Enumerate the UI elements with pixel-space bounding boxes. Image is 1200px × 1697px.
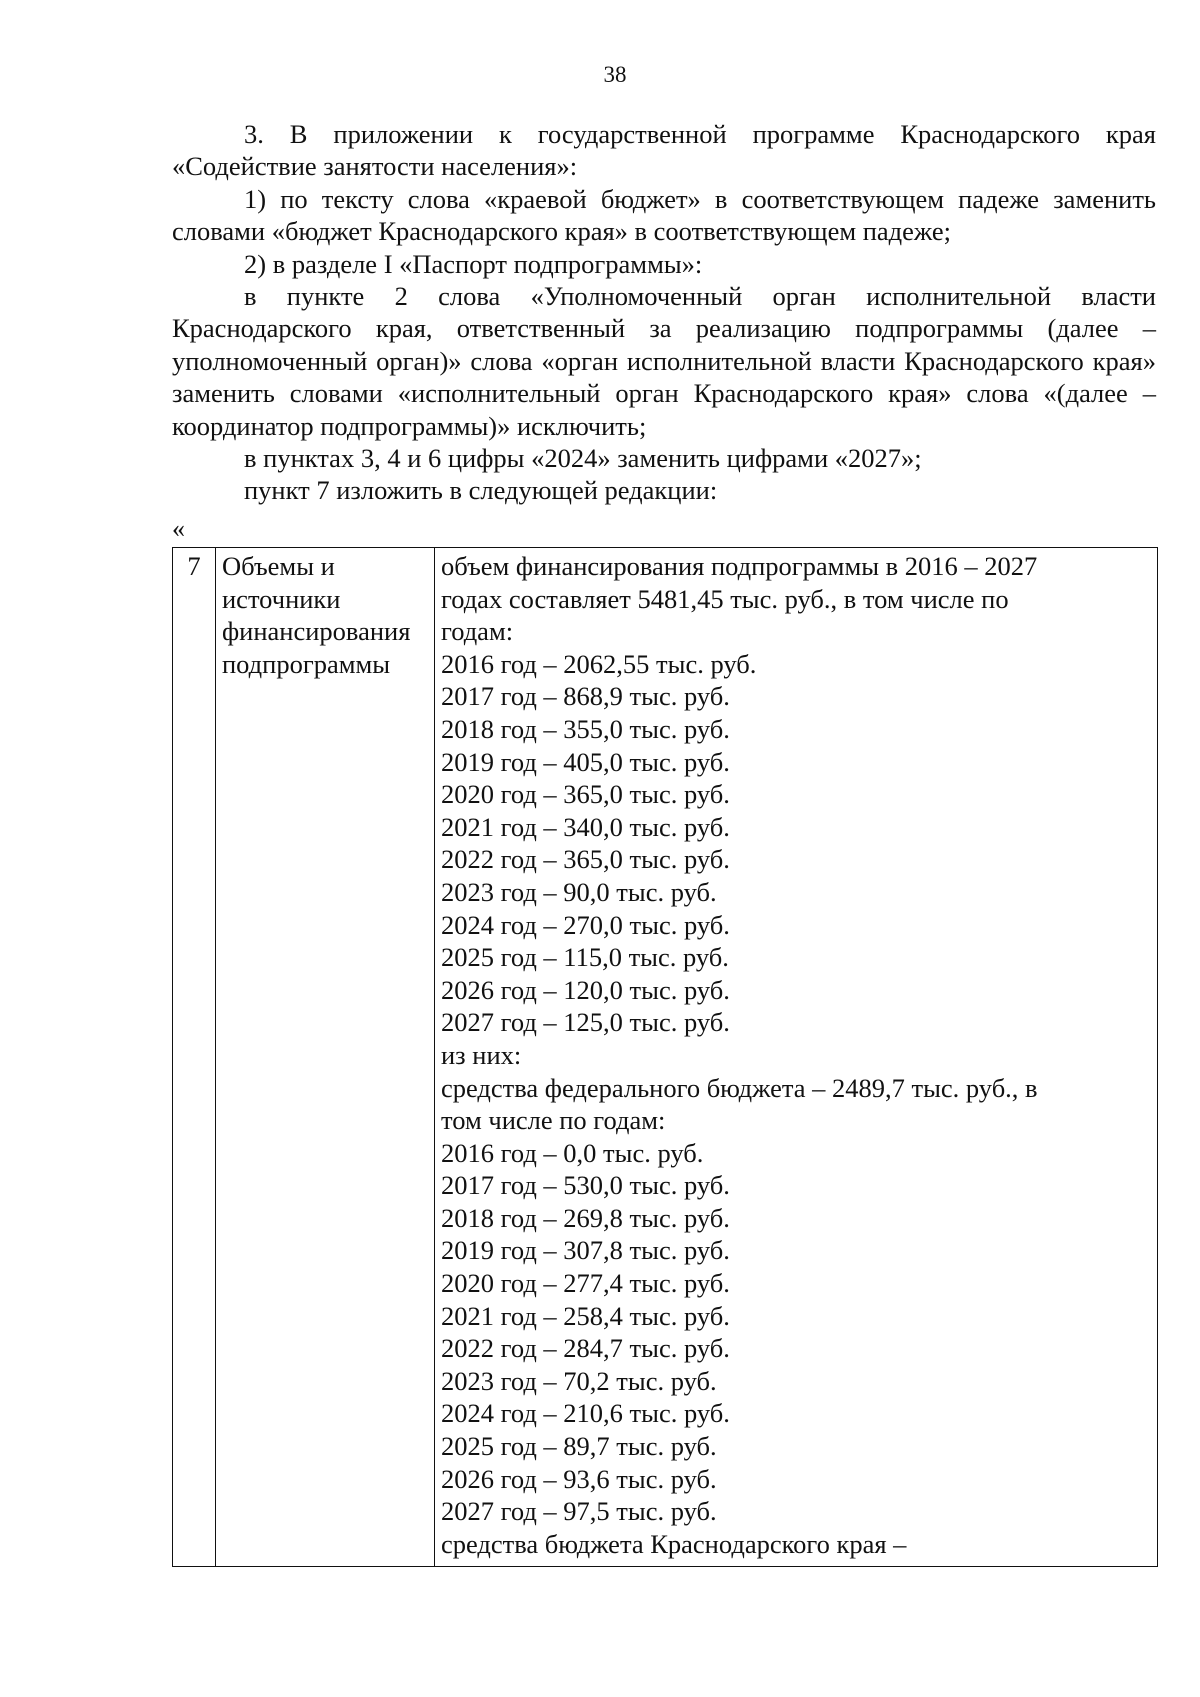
total-year-line: 2016 год – 2062,55 тыс. руб. <box>441 648 757 679</box>
intro-line: объем финансирования подпрограммы в 2016 – 2027 <box>441 551 1038 581</box>
federal-year-line: 2027 год – 97,5 тыс. руб. <box>441 1496 717 1527</box>
total-year-line: 2019 год – 405,0 тыс. руб. <box>441 746 730 777</box>
paragraph-points-3-4-6: в пунктах 3, 4 и 6 цифры «2024» заменить цифрами «2027»; <box>244 443 922 474</box>
intro-line: годах составляет 5481,45 тыс. руб., в том числе по <box>441 583 1009 614</box>
financing-table <box>172 547 1158 1567</box>
page-number: 38 <box>603 62 627 87</box>
federal-year-line: 2016 год – 0,0 тыс. руб. <box>441 1137 704 1168</box>
label-line: источники <box>222 583 341 614</box>
paragraph-item-2: 2) в разделе I «Паспорт подпрограммы»: <box>244 248 703 279</box>
row-content-cell <box>435 548 1158 1567</box>
intro-line: годам: <box>441 616 514 647</box>
federal-year-line: 2022 год – 284,7 тыс. руб. <box>441 1333 730 1364</box>
federal-line: средства федерального бюджета – 2489,7 тыс. руб., в <box>441 1072 1038 1103</box>
federal-line: том числе по годам: <box>441 1105 666 1136</box>
total-year-line: 2023 год – 90,0 тыс. руб. <box>441 876 717 907</box>
of-them-line: из них: <box>441 1039 522 1070</box>
total-year-line: 2024 год – 270,0 тыс. руб. <box>441 909 730 940</box>
federal-year-line: 2021 год – 258,4 тыс. руб. <box>441 1300 730 1331</box>
total-year-line: 2020 год – 365,0 тыс. руб. <box>441 779 730 810</box>
paragraph-point-2: в пункте 2 слова «Уполномоченный орган исполнительной власти Краснодарского края, ответственный за реализацию подпрограммы (далее – уполномоченный орган)» слова «орган исполнительной власти Краснодарского края» заменить словами «исполнительный орган Краснодарского края» слова «(далее – координатор подпрограммы)» исключить; <box>172 281 1156 441</box>
total-year-line: 2022 год – 365,0 тыс. руб. <box>441 844 730 875</box>
total-year-line: 2017 год – 868,9 тыс. руб. <box>441 681 730 712</box>
paragraph-point-7: пункт 7 изложить в следующей редакции: <box>244 475 718 506</box>
row-label-cell <box>216 548 435 1567</box>
federal-year-line: 2018 год – 269,8 тыс. руб. <box>441 1202 730 1233</box>
federal-year-line: 2025 год – 89,7 тыс. руб. <box>441 1431 717 1462</box>
total-year-line: 2021 год – 340,0 тыс. руб. <box>441 811 730 842</box>
federal-year-line: 2019 год – 307,8 тыс. руб. <box>441 1235 730 1266</box>
label-line: финансирования <box>222 616 411 647</box>
federal-year-line: 2017 год – 530,0 тыс. руб. <box>441 1170 730 1201</box>
row-number-cell <box>173 548 216 1567</box>
regional-budget-line: средства бюджета Краснодарского края – <box>441 1528 907 1559</box>
federal-year-line: 2024 год – 210,6 тыс. руб. <box>441 1398 730 1429</box>
table-row <box>173 548 1158 1567</box>
row-number: 7 <box>187 551 201 581</box>
federal-year-line: 2026 год – 93,6 тыс. руб. <box>441 1463 717 1494</box>
label-line: подпрограммы <box>222 648 391 679</box>
federal-year-line: 2020 год – 277,4 тыс. руб. <box>441 1268 730 1299</box>
total-year-line: 2025 год – 115,0 тыс. руб. <box>441 942 729 973</box>
opening-quote: « <box>172 514 185 543</box>
label-line: Объемы и <box>222 551 335 581</box>
federal-year-line: 2023 год – 70,2 тыс. руб. <box>441 1365 717 1396</box>
total-year-line: 2027 год – 125,0 тыс. руб. <box>441 1007 730 1038</box>
total-year-line: 2018 год – 355,0 тыс. руб. <box>441 713 730 744</box>
paragraph-item-1: 1) по тексту слова «краевой бюджет» в соответствующем падеже заменить словами «бюджет Краснодарского края» в соответствующем падеже; <box>172 183 1156 247</box>
total-year-line: 2026 год – 120,0 тыс. руб. <box>441 974 730 1005</box>
amendment-text <box>172 118 1156 507</box>
paragraph-appendix: 3. В приложении к государственной программе Краснодарского края «Содействие занятости населения»: <box>172 119 1156 182</box>
